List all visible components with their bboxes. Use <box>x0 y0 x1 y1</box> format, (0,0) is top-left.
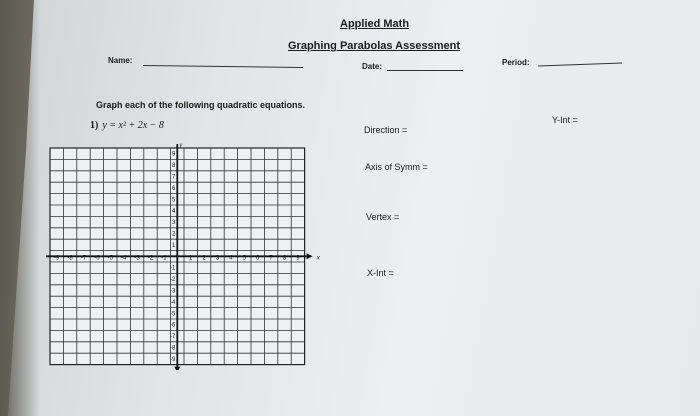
coordinate-grid <box>40 140 320 375</box>
y-tick-label: 6 <box>171 185 176 192</box>
worksheet-subtitle: Graphing Parabolas Assessment <box>288 40 460 52</box>
x-tick-label: -3 <box>134 255 140 262</box>
direction-field: Direction = <box>364 125 408 135</box>
problem-equation: y = x² + 2x − 8 <box>102 120 164 131</box>
y-tick-label: -4 <box>169 299 176 306</box>
y-int-field: Y-Int = <box>552 115 578 125</box>
x-tick-label: 9 <box>296 255 300 262</box>
y-tick-label: 8 <box>171 163 176 170</box>
vertex-field: Vertex = <box>366 212 400 222</box>
y-tick-label: -9 <box>169 356 176 363</box>
period-label: Period: <box>502 58 530 67</box>
x-tick-label: 7 <box>269 255 273 262</box>
y-tick-label: 9 <box>171 151 176 158</box>
x-tick-label: -6 <box>94 255 100 262</box>
x-tick-label: 5 <box>242 255 246 262</box>
y-tick-label: -8 <box>169 345 176 352</box>
x-tick-label: -8 <box>67 255 73 262</box>
y-tick-label: -2 <box>169 277 176 284</box>
x-tick-label: 4 <box>229 255 233 262</box>
y-tick-label: -1 <box>169 265 176 272</box>
axis-of-symmetry-field: Axis of Symm = <box>365 162 428 172</box>
x-tick-label: -2 <box>147 255 154 262</box>
x-tick-label: -4 <box>121 255 127 262</box>
x-axis-arrow <box>307 253 313 259</box>
y-tick-label: 1 <box>171 242 176 249</box>
y-tick-label: 4 <box>171 208 176 215</box>
y-axis-arrow <box>174 367 180 370</box>
problem-number: 1) <box>90 120 99 131</box>
x-tick-label: 6 <box>256 255 260 262</box>
y-axis-label: y <box>179 141 183 149</box>
problem-1 <box>90 120 164 131</box>
worksheet-title: Applied Math <box>340 18 410 30</box>
name-label: Name: <box>108 56 133 65</box>
y-tick-label: -5 <box>169 311 176 318</box>
x-tick-label: 3 <box>215 255 220 262</box>
x-tick-label: -1 <box>161 255 167 262</box>
y-tick-label: 5 <box>171 197 176 204</box>
y-tick-label: -6 <box>169 322 176 329</box>
x-tick-label: -5 <box>107 255 113 262</box>
date-blank-line <box>387 70 463 71</box>
y-tick-label: -7 <box>169 334 176 341</box>
x-tick-label: -9 <box>54 255 60 262</box>
x-axis-label: x <box>316 253 320 262</box>
y-tick-label: -3 <box>169 288 176 295</box>
x-tick-label: 8 <box>282 255 287 262</box>
table-surface <box>0 0 40 416</box>
x-int-field: X-Int = <box>367 268 394 278</box>
date-label: Date: <box>362 62 383 71</box>
coordinate-grid-svg <box>40 140 320 370</box>
x-tick-label: 1 <box>189 255 193 262</box>
instructions-text: Graph each of the following quadratic equations. <box>96 100 306 110</box>
y-tick-label: 3 <box>171 220 176 227</box>
y-tick-label: 2 <box>171 231 176 238</box>
x-tick-label: 2 <box>202 255 206 262</box>
y-tick-label: 7 <box>171 174 176 181</box>
x-tick-label: -7 <box>80 255 87 262</box>
